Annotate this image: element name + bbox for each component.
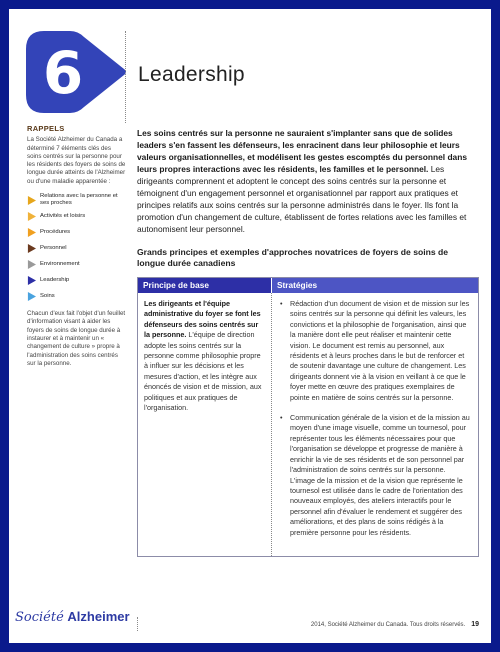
element-item-activites	[27, 208, 127, 224]
triangle-icon	[27, 244, 36, 253]
bullet-icon: •	[280, 413, 283, 423]
logo-alzheimer: Alzheimer	[67, 609, 130, 624]
element-label: Environnement	[40, 260, 80, 267]
sidebar-intro: La Société Alzheimer du Canada a déterminé 7 éléments clés des soins centrés sur la personne pour les résidents des foyers de soins de longue durée atteints de l'Alzheimer ou d'une maladie apparentée :	[27, 136, 126, 185]
page	[9, 9, 491, 643]
footer-divider	[137, 617, 138, 631]
reminders-sidebar	[27, 125, 127, 368]
section-subheading: Grands principes et exemples d'approches novatrices de foyers de soins de longue durée canadiens	[137, 247, 449, 268]
logo-societe: Société	[15, 610, 64, 625]
lead-bold: Les soins centrés sur la personne ne sauraient s'implanter sans que de solides leaders s'en fassent les défenseurs, les enracinent dans leur philosophie et leurs valeurs organisationnelles, et modélisent les gestes escomptés du personnel dans leurs propres interactions avec les résidents, les familles et le personnel.	[137, 128, 467, 174]
lead-rest: Les dirigeants comprennent et adoptent le concept des soins centrés sur la personne et témoignent d'un engagement personnel et organisationnel par rapport aux pratiques et principes relatifs aux soins centrés sur la personne administrés dans le foyer. Ils font la promotion d'un changement de culture, établissent de fortes relations avec les familles et autonomisent leur personnel.	[137, 164, 467, 234]
column-header-principle: Principe de base	[138, 278, 272, 293]
element-label: Leadership	[40, 276, 70, 283]
element-item-leadership	[27, 272, 127, 288]
page-title: Leadership	[138, 63, 245, 86]
triangle-icon	[27, 196, 36, 205]
sidebar-outro: Chacun d'eux fait l'objet d'un feuillet d'information visant à aider les foyers de soins de longue durée à instaurer et à maintenir un « changement de culture » propre à l'administration des soins centrés sur la personne.	[27, 310, 126, 367]
sidebar-heading: RAPPELS	[27, 124, 65, 133]
table-row	[138, 293, 478, 556]
element-list	[27, 192, 127, 304]
strategies-cell	[272, 293, 478, 556]
element-label: Relations avec la personne et ses proches	[40, 193, 118, 207]
strategy-text: Communication générale de la vision et de la mission au moyen d'une image visuelle, comme un tournesol, pour représenter tous les éléments nécessaires pour que l'organisation se développe et progresse de manière à enrichir la vie de ses résidents et de son personnel par l'administration de soins centrés sur la personne. L'image de la mission et de la vision que représente le tournesol est utilisée dans le cadre de l'orientation des nouveaux employés, des ateliers interactifs pour le personnel afin d'évaluer le rendement et suggérer des améliorations, et des plans de soins rédigés à la première personne pour les résidents.	[290, 413, 470, 537]
footer	[311, 621, 479, 628]
main-content	[137, 127, 477, 557]
element-label: Personnel	[40, 244, 67, 251]
section-number: 6	[42, 39, 84, 107]
principle-bold: Les dirigeants et l'équipe administrative du foyer se font les défenseurs des soins centrés sur la personne.	[144, 299, 261, 340]
bullet-icon: •	[280, 299, 283, 308]
triangle-icon	[27, 228, 36, 237]
principle-cell	[138, 293, 272, 556]
principles-table	[137, 277, 479, 557]
principle-rest: L'équipe de direction adopte les soins centrés sur la personne comme philosophie propre à influer sur les décisions et les mesures d'action, et les intègre aux énoncés de vision et de mission, aux politiques et aux pratiques de l'organisation.	[144, 330, 262, 413]
triangle-icon	[27, 260, 36, 269]
triangle-icon	[27, 292, 36, 301]
strategy-item	[280, 299, 470, 403]
column-header-strategies: Stratégies	[272, 278, 478, 293]
element-item-personnel	[27, 240, 127, 256]
triangle-icon	[27, 276, 36, 285]
element-label: Procédures	[40, 228, 71, 235]
element-item-soins	[27, 288, 127, 304]
table-header	[138, 278, 478, 293]
element-label: Soins	[40, 292, 55, 299]
alzheimer-society-logo	[15, 609, 130, 625]
element-label: Activités et loisirs	[40, 212, 86, 219]
element-item-procedures	[27, 224, 127, 240]
strategy-text: Rédaction d'un document de vision et de mission sur les soins centrés sur la personne qui définit les valeurs, les convictions et la philosophie de l'organisation, ainsi que la manière dont elle peut réaliser et maintenir cette vision. Le document est remis au personnel, aux résidents et à leurs proches dans le but de renforcer et de soutenir davantage une culture de changement. Les dirigeants donnent vie à la vision en veillant à ce que le foyer mette en œuvre des pratiques exemplaires de pointe en matière de soins centrés sur la personne.	[290, 299, 470, 402]
strategy-item	[280, 413, 470, 538]
copyright-text: 2014, Société Alzheimer du Canada. Tous droits réservés.	[310, 622, 466, 628]
lead-paragraph	[137, 127, 477, 235]
triangle-icon	[27, 212, 36, 221]
header-divider	[125, 31, 126, 123]
element-item-environnement	[27, 256, 127, 272]
page-number: 19	[471, 621, 479, 628]
element-item-relations	[27, 192, 127, 208]
